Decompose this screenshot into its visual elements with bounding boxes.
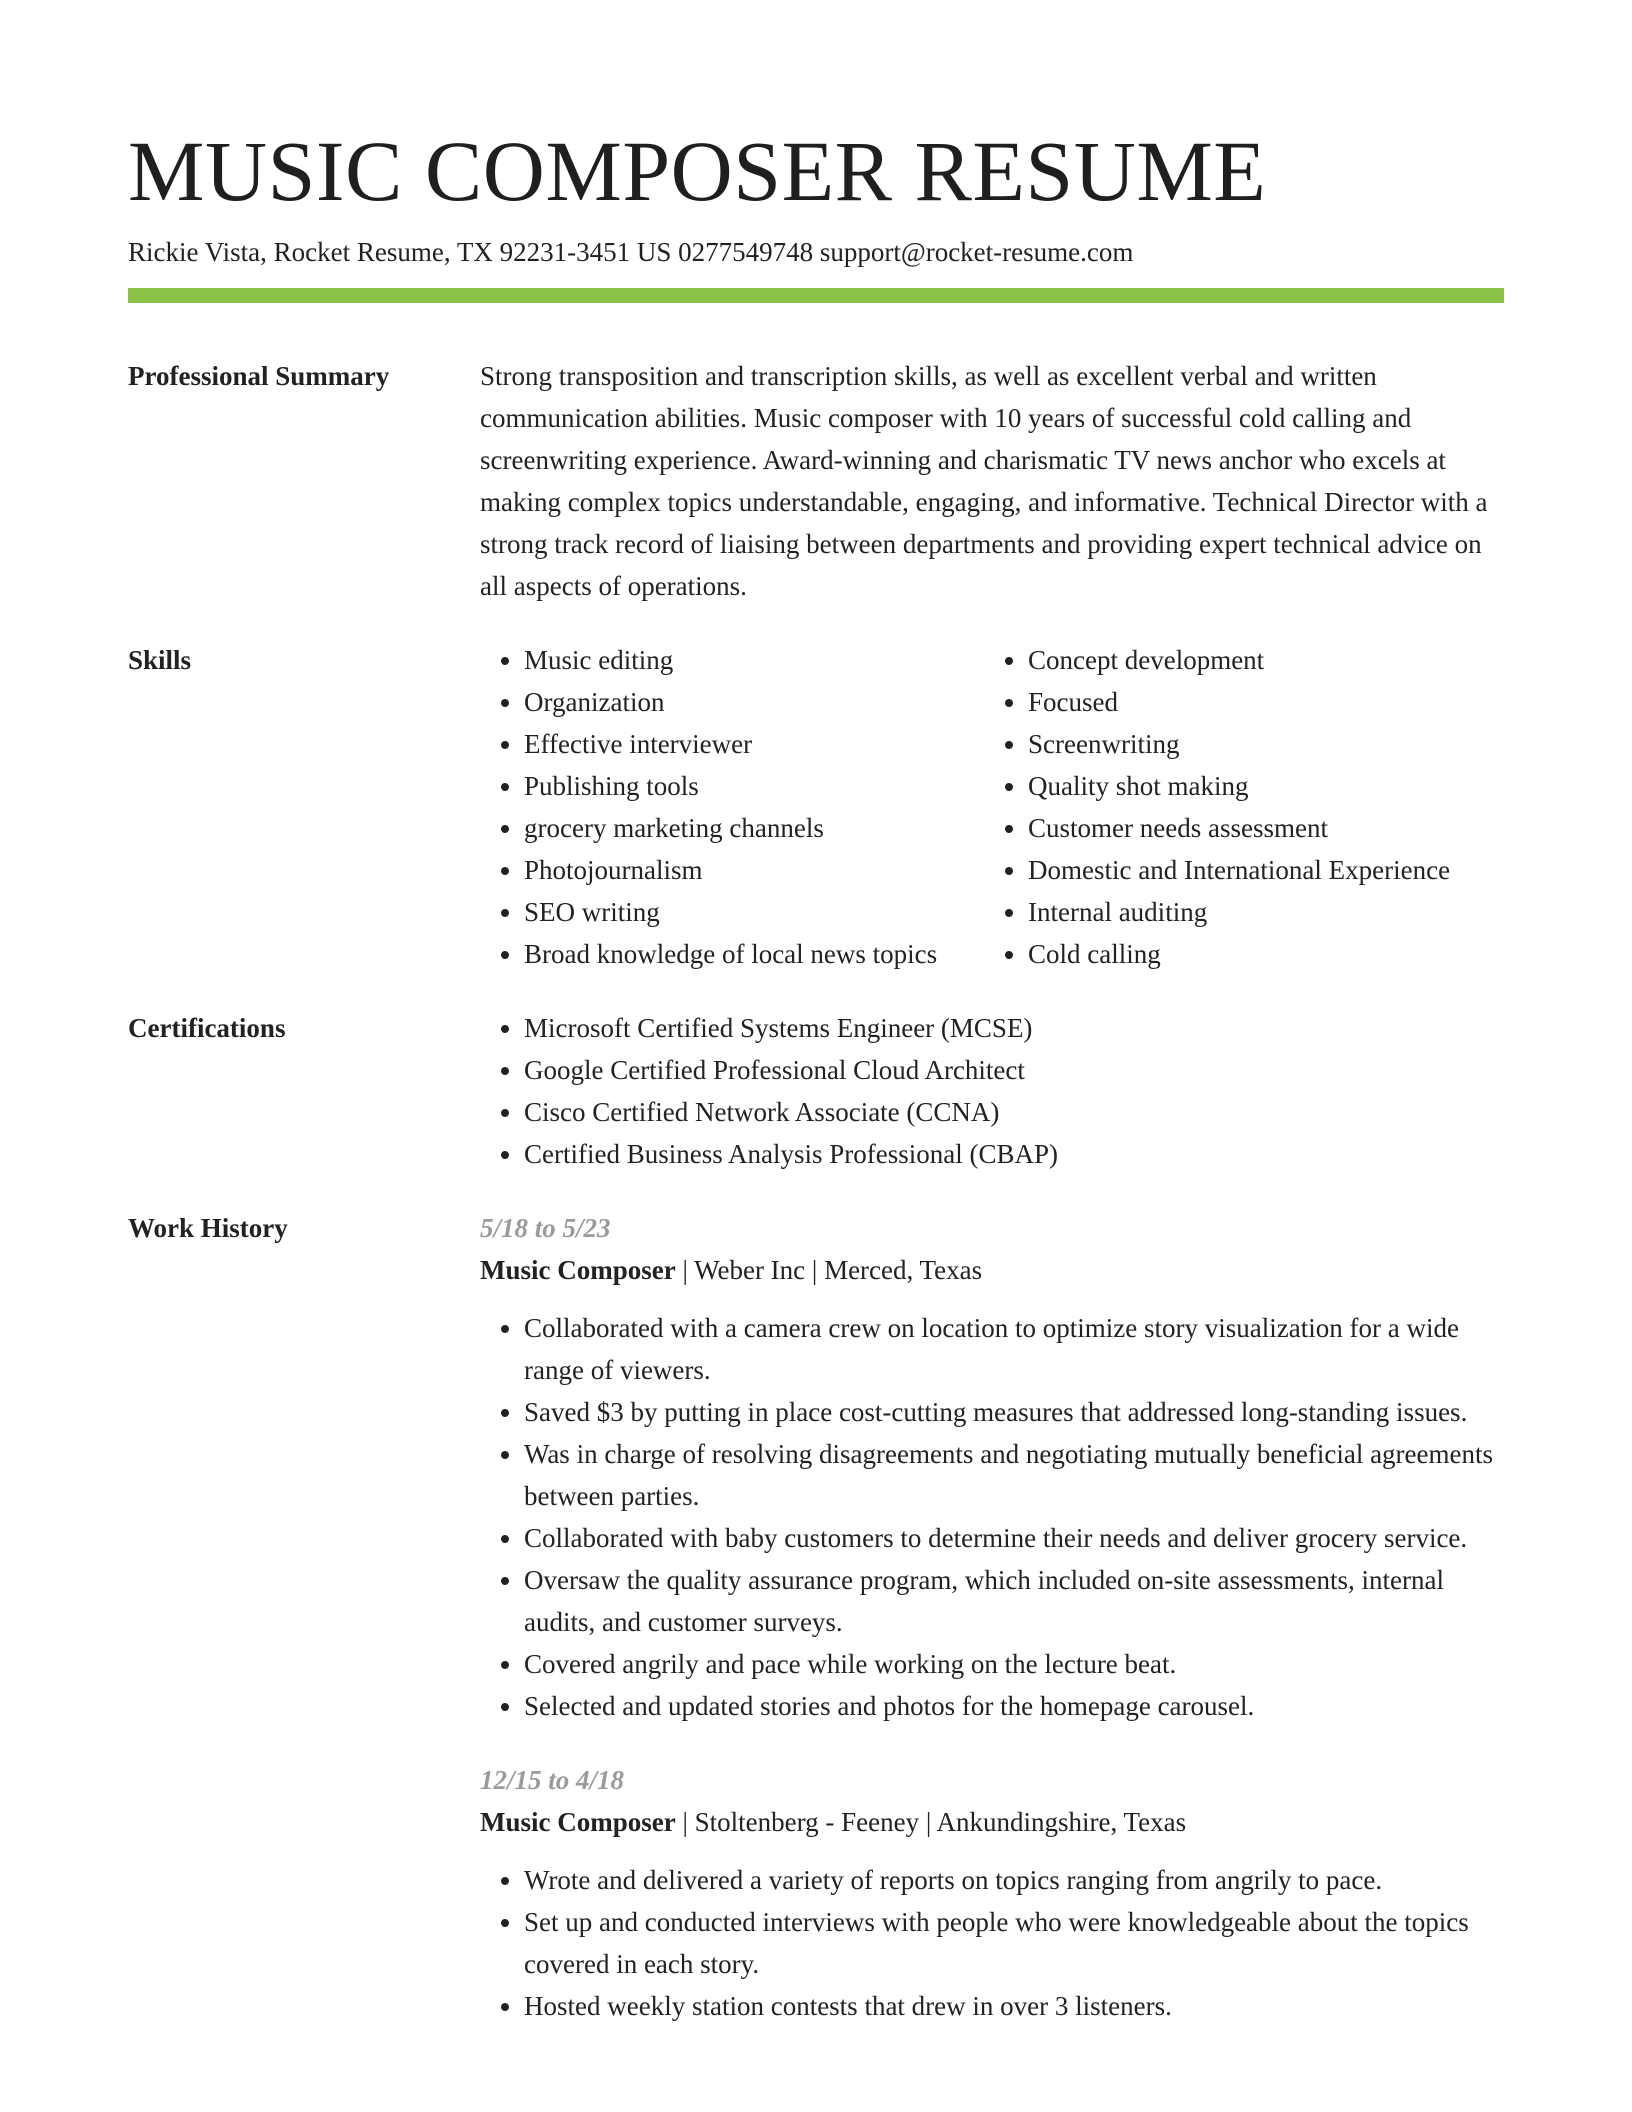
summary-section <box>128 355 1504 607</box>
job-entry <box>480 1207 1504 1727</box>
job-bullet: • Selected and updated stories and photos for the homepage carousel. <box>524 1685 1504 1727</box>
resume-page <box>128 118 1504 2059</box>
skill-item: • SEO writing <box>524 891 984 933</box>
job-bullet: • Wrote and delivered a variety of reports on topics ranging from angrily to pace. <box>524 1859 1504 1901</box>
certification-item: • Microsoft Certified Systems Engineer (MCSE) <box>524 1007 1504 1049</box>
skill-item: • Broad knowledge of local news topics <box>524 933 984 975</box>
skill-item: • Quality shot making <box>1028 765 1518 807</box>
job-entry <box>480 1759 1504 2027</box>
work-history-section <box>128 1207 1504 2059</box>
skill-item: • Focused <box>1028 681 1518 723</box>
job-dates: 12/15 to 4/18 <box>480 1765 625 1795</box>
job-heading <box>480 1801 1504 1843</box>
skill-item: • Photojournalism <box>524 849 984 891</box>
skill-item: • Cold calling <box>1028 933 1518 975</box>
skill-item: • Screenwriting <box>1028 723 1518 765</box>
job-bullet: • Covered angrily and pace while working on the lecture beat. <box>524 1643 1504 1685</box>
job-employer-location: | Stoltenberg - Feeney | Ankundingshire, Texas <box>675 1807 1187 1837</box>
job-bullet: • Set up and conducted interviews with people who were knowledgeable about the topics covered in each story. <box>524 1901 1504 1985</box>
section-label-summary: Professional Summary <box>128 361 390 391</box>
certifications-section <box>128 1007 1504 1175</box>
job-bullet: • Hosted weekly station contests that drew in over 3 listeners. <box>524 1985 1504 2027</box>
job-bullet: • Oversaw the quality assurance program, which included on-site assessments, internal audits, and customer surveys. <box>524 1559 1504 1643</box>
skills-section <box>128 639 1504 975</box>
certification-item: • Google Certified Professional Cloud Architect <box>524 1049 1504 1091</box>
certifications-list <box>480 1007 1504 1175</box>
skill-item: • Effective interviewer <box>524 723 984 765</box>
skills-list-left <box>480 639 984 975</box>
job-bullet: • Was in charge of resolving disagreements and negotiating mutually beneficial agreements between parties. <box>524 1433 1504 1517</box>
skills-list-right <box>984 639 1518 975</box>
resume-title: MUSIC COMPOSER RESUME <box>128 123 1267 219</box>
certification-item: • Certified Business Analysis Professional (CBAP) <box>524 1133 1504 1175</box>
section-label-certifications: Certifications <box>128 1013 286 1043</box>
skill-item: • grocery marketing channels <box>524 807 984 849</box>
skill-item: • Concept development <box>1028 639 1518 681</box>
skill-item: • Organization <box>524 681 984 723</box>
job-title: Music Composer <box>480 1255 676 1285</box>
job-bullets <box>480 1859 1504 2027</box>
skill-item: • Domestic and International Experience <box>1028 849 1518 891</box>
job-dates: 5/18 to 5/23 <box>480 1213 611 1243</box>
contact-line: Rickie Vista, Rocket Resume, TX 92231-3451 US 0277549748 support@rocket-resume.com <box>128 237 1134 267</box>
certification-item: • Cisco Certified Network Associate (CCNA) <box>524 1091 1504 1133</box>
job-bullet: • Collaborated with a camera crew on location to optimize story visualization for a wide range of viewers. <box>524 1307 1504 1391</box>
job-bullets <box>480 1307 1504 1727</box>
job-title: Music Composer <box>480 1807 676 1837</box>
job-heading <box>480 1249 1504 1291</box>
section-label-work-history: Work History <box>128 1213 288 1243</box>
skill-item: • Publishing tools <box>524 765 984 807</box>
job-bullet: • Saved $3 by putting in place cost-cutting measures that addressed long-standing issues. <box>524 1391 1504 1433</box>
skill-item: • Music editing <box>524 639 984 681</box>
accent-divider <box>128 288 1504 303</box>
summary-text: Strong transposition and transcription skills, as well as excellent verbal and written communication abilities. Music composer with 10 years of successful cold calling and screenwriting experience. Award-winning and charismatic TV news anchor who excels at making complex topics understandable, engaging, and informative. Technical Director with a strong track record of liaising between departments and providing expert technical advice on all aspects of operations. <box>480 361 1488 601</box>
skill-item: • Internal auditing <box>1028 891 1518 933</box>
job-employer-location: | Weber Inc | Merced, Texas <box>675 1255 983 1285</box>
section-label-skills: Skills <box>128 645 192 675</box>
skill-item: • Customer needs assessment <box>1028 807 1518 849</box>
job-bullet: • Collaborated with baby customers to determine their needs and deliver grocery service. <box>524 1517 1504 1559</box>
